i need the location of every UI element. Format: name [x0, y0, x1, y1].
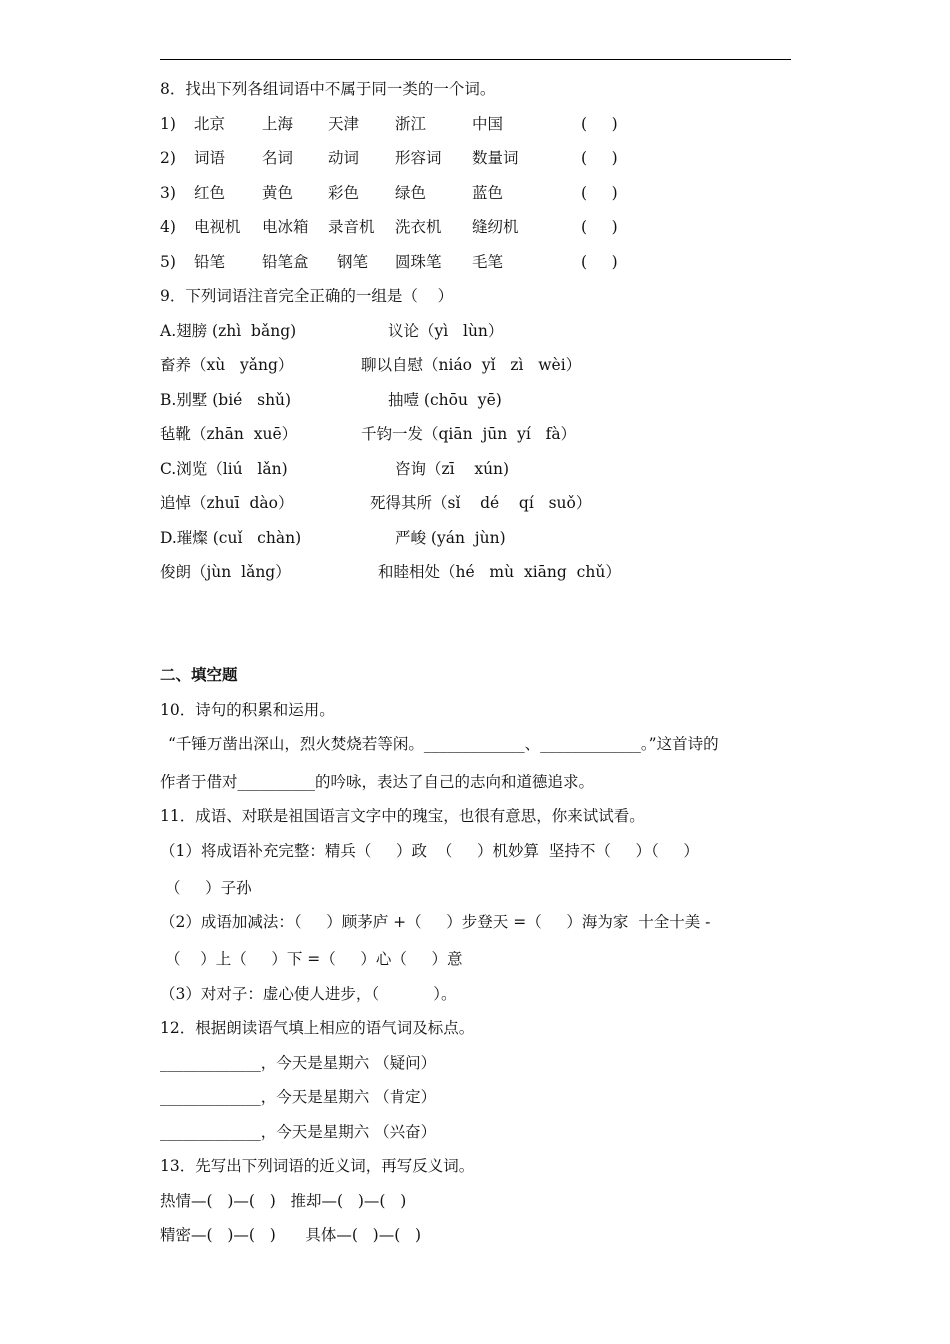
q9-option-left: C.浏览（liú lǎn) — [160, 460, 288, 478]
q11-title: 11．成语、对联是祖国语言文字中的瑰宝，也很有意思，你来试试看。 — [160, 807, 645, 825]
q11-part1-line: （1）将成语补充完整：精兵（ ）政 （ ）机妙算 坚持不（ ）（ ） — [160, 842, 699, 860]
q8-word: 钢笔 — [337, 253, 369, 271]
q9-option-left: 毡靴（zhān xuē） — [160, 425, 298, 443]
q11-part2-line: （2）成语加减法：（ ）顾茅庐 +（ ）步登天 =（ ）海为家 十全十美 - — [160, 913, 711, 931]
q8-word: 动词 — [328, 149, 360, 167]
q8-word: 铅笔盒 — [262, 253, 309, 271]
q13-title: 13．先写出下列词语的近义词，再写反义词。 — [160, 1157, 475, 1175]
q10-question-line: 作者于借对__________的吟咏，表达了自己的志向和道德追求。 — [160, 773, 595, 791]
q13-line: 热情—( )—( ) 推却—( )—( ) — [160, 1192, 407, 1210]
q8-word: 词语 — [194, 149, 226, 167]
q8-word: 北京 — [194, 115, 226, 133]
q8-word: 缝纫机 — [472, 218, 519, 236]
q12-line: _____________，今天是星期六 （疑问） — [160, 1054, 437, 1072]
q8-row-number: 3) — [160, 184, 176, 202]
q8-word: 洗衣机 — [395, 218, 442, 236]
q9-option-right: 严峻 (yán jùn) — [395, 529, 506, 547]
q12-title: 12．根据朗读语气填上相应的语气词及标点。 — [160, 1019, 475, 1037]
q8-word: 圆珠笔 — [395, 253, 442, 271]
q11-part2-line: （ ）上（ ）下 =（ ）心（ ）意 — [165, 950, 463, 968]
q9-option-left: 畜养（xù yǎng） — [160, 356, 294, 374]
q8-row-number: 2) — [160, 149, 176, 167]
q8-row-number: 5) — [160, 253, 176, 271]
q8-row-number: 4) — [160, 218, 176, 236]
q8-word: 毛笔 — [472, 253, 504, 271]
q11-part3-line: （3）对对子：虚心使人进步，（ ）。 — [160, 985, 457, 1003]
q8-word: 黄色 — [262, 184, 294, 202]
q8-word: 电视机 — [194, 218, 241, 236]
q8-word: 名词 — [262, 149, 294, 167]
q8-answer-blank: ( ) — [581, 253, 618, 271]
header-rule — [160, 59, 791, 60]
q10-title: 10．诗句的积累和运用。 — [160, 701, 335, 719]
q9-option-right: 议论（yì lùn） — [388, 322, 504, 340]
q9-option-right: 千钧一发（qiān jūn yí fà） — [361, 425, 577, 443]
q9-option-left: 追悼（zhuī dào） — [160, 494, 294, 512]
q8-answer-blank: ( ) — [581, 115, 618, 133]
q8-word: 蓝色 — [472, 184, 504, 202]
q8-word: 电冰箱 — [262, 218, 309, 236]
q8-word: 中国 — [472, 115, 504, 133]
q8-word: 天津 — [328, 115, 360, 133]
q8-word: 形容词 — [395, 149, 442, 167]
q13-line: 精密—( )—( ) 具体—( )—( ) — [160, 1226, 422, 1244]
q9-option-right: 聊以自慰（niáo yǐ zì wèi） — [361, 356, 582, 374]
q9-option-left: B.别墅 (bié shǔ) — [160, 391, 292, 409]
q8-word: 上海 — [262, 115, 294, 133]
q8-word: 数量词 — [472, 149, 519, 167]
q10-poem-line: “千锤万凿出深山，烈火焚烧若等闲。_____________、_____________。”这首诗的 — [168, 735, 719, 753]
q8-word: 浙江 — [395, 115, 427, 133]
q8-answer-blank: ( ) — [581, 218, 618, 236]
q8-row-number: 1) — [160, 115, 176, 133]
section-heading: 二、填空题 — [160, 665, 238, 684]
q8-word: 红色 — [194, 184, 226, 202]
q8-word: 录音机 — [328, 218, 375, 236]
q11-part1-line: （ ）子孙 — [165, 879, 252, 897]
q8-word: 绿色 — [395, 184, 427, 202]
q9-option-right: 和睦相处（hé mù xiāng chǔ） — [378, 563, 621, 581]
q12-line: _____________，今天是星期六 （兴奋） — [160, 1123, 437, 1141]
q12-line: _____________，今天是星期六 （肯定） — [160, 1088, 437, 1106]
q9-option-left: 俊朗（jùn lǎng） — [160, 563, 291, 581]
q9-option-right: 咨询（zī xún) — [395, 460, 510, 478]
q9-option-right: 抽噎 (chōu yē) — [388, 391, 502, 409]
q8-answer-blank: ( ) — [581, 184, 618, 202]
q8-word: 彩色 — [328, 184, 360, 202]
q9-option-left: A.翅膀 (zhì bǎng) — [160, 322, 297, 340]
q9-title: 9．下列词语注音完全正确的一组是（ ） — [160, 287, 454, 305]
q8-answer-blank: ( ) — [581, 149, 618, 167]
q9-option-left: D.璀燦 (cuǐ chàn) — [160, 529, 302, 547]
q9-option-right: 死得其所（sǐ dé qí suǒ） — [370, 494, 592, 512]
q8-word: 铅笔 — [194, 253, 226, 271]
q8-title: 8．找出下列各组词语中不属于同一类的一个词。 — [160, 80, 496, 98]
